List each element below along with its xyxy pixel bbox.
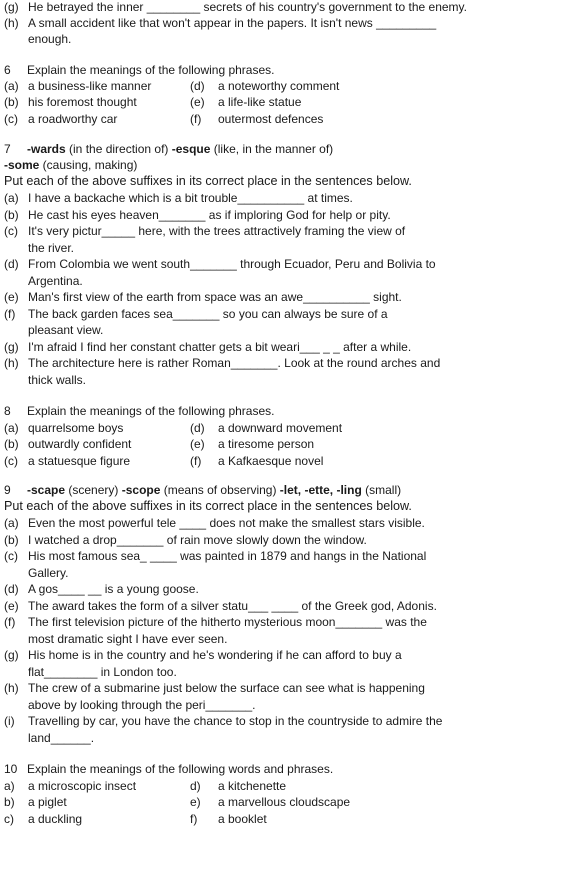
item-text: His home is in the country and he's wondering if he can afford to buy a bbox=[28, 648, 402, 662]
item-label: (c) bbox=[4, 549, 18, 563]
item-text: quarrelsome boys bbox=[28, 421, 124, 435]
item-text: Gallery. bbox=[28, 565, 69, 580]
item-text: enough. bbox=[28, 32, 72, 46]
item-text: It's very pictur_____ here, with the trees attractively framing the view of bbox=[28, 224, 406, 238]
item-text: He cast his eyes heaven_______ as if imploring God for help or pity. bbox=[28, 207, 391, 222]
exercise-number: 7 bbox=[4, 142, 11, 156]
item-text: The first television picture of the hitherto mysterious moon_______ was the bbox=[28, 615, 427, 629]
item-text: a tiresome person bbox=[218, 437, 315, 451]
suffix-label: -wards bbox=[27, 142, 66, 156]
exercise-number: 8 bbox=[4, 404, 11, 418]
suffix-meaning: (small) bbox=[361, 483, 402, 497]
item-label: (b) bbox=[4, 95, 19, 109]
suffix-label: -some bbox=[4, 158, 40, 172]
item-text: The award takes the form of a silver statu___ ____ of the Greek god, Adonis. bbox=[28, 598, 437, 613]
item-text: a kitchenette bbox=[218, 779, 287, 793]
exercise-number: 9 bbox=[4, 483, 11, 497]
item-text: a booklet bbox=[218, 812, 267, 826]
item-text: The crew of a submarine just below the surface can see what is happening bbox=[28, 681, 425, 695]
exercise-title: Explain the meanings of the following phrases. bbox=[27, 404, 275, 418]
item-label: (h) bbox=[4, 681, 19, 695]
item-label: (g) bbox=[4, 0, 19, 14]
item-label: d) bbox=[190, 779, 201, 793]
item-text: A small accident like that won't appear in the papers. It isn't news _________ bbox=[28, 16, 437, 30]
item-label: (d) bbox=[4, 582, 19, 596]
item-text: From Colombia we went south_______ through Ecuador, Peru and Bolivia to bbox=[28, 257, 436, 271]
item-text: a piglet bbox=[28, 795, 67, 809]
item-label: (f) bbox=[190, 112, 202, 126]
item-text: His most famous sea_ ____ was painted in 1879 and hangs in the National bbox=[28, 549, 427, 563]
suffix-label: -scape bbox=[27, 483, 66, 497]
item-text: a marvellous cloudscape bbox=[218, 795, 351, 809]
item-text: a downward movement bbox=[218, 421, 343, 435]
item-text: I watched a drop_______ of rain move slowly down the window. bbox=[28, 532, 367, 547]
suffix-meaning: (means of observing) bbox=[160, 483, 280, 497]
item-text: above by looking through the peri_______. bbox=[28, 697, 256, 712]
item-label: (a) bbox=[4, 79, 19, 93]
item-label: (b) bbox=[4, 437, 19, 451]
item-text: thick walls. bbox=[28, 372, 87, 387]
item-text: a Kafkaesque novel bbox=[218, 454, 324, 468]
item-text: the river. bbox=[28, 240, 75, 255]
item-label: e) bbox=[190, 795, 201, 809]
item-label: (b) bbox=[4, 532, 19, 547]
item-text: I have a backache which is a bit trouble__________ at times. bbox=[28, 191, 353, 205]
instruction-text: Put each of the above suffixes in its correct place in the sentences below. bbox=[4, 174, 412, 188]
item-label: (d) bbox=[190, 421, 205, 435]
item-text: He betrayed the inner ________ secrets of his country's government to the enemy. bbox=[28, 0, 467, 14]
exercise-number: 10 bbox=[4, 762, 18, 776]
item-label: (g) bbox=[4, 339, 19, 354]
item-label: (a) bbox=[4, 421, 19, 435]
item-text: Even the most powerful tele ____ does not make the smallest stars visible. bbox=[28, 516, 425, 530]
item-label: (c) bbox=[4, 454, 18, 468]
item-text: a life-like statue bbox=[218, 95, 302, 109]
item-text: his foremost thought bbox=[28, 95, 137, 109]
item-label: (e) bbox=[4, 290, 19, 304]
item-label: (e) bbox=[190, 95, 205, 109]
suffix-meaning: (in the direction of) bbox=[65, 142, 172, 156]
item-label: (d) bbox=[4, 257, 19, 271]
item-label: (a) bbox=[4, 516, 19, 530]
item-label: (c) bbox=[4, 224, 18, 238]
exercise-number: 6 bbox=[4, 63, 11, 77]
item-label: f) bbox=[190, 812, 198, 826]
item-text: The back garden faces sea_______ so you can always be sure of a bbox=[28, 306, 388, 321]
item-label: (g) bbox=[4, 648, 19, 662]
instruction-text: Put each of the above suffixes in its correct place in the sentences below. bbox=[4, 499, 412, 513]
item-label: (a) bbox=[4, 191, 19, 205]
item-text: a roadworthy car bbox=[28, 112, 118, 126]
item-label: b) bbox=[4, 795, 15, 809]
suffix-label: -let, -ette, -ling bbox=[279, 483, 362, 497]
item-text: A gos____ __ is a young goose. bbox=[28, 582, 199, 596]
suffix-meaning: (causing, making) bbox=[39, 158, 138, 172]
item-label: (h) bbox=[4, 356, 19, 370]
item-text: Man's first view of the earth from space was an awe__________ sight. bbox=[28, 290, 402, 304]
item-text: The architecture here is rather Roman_______. Look at the round arches and bbox=[28, 356, 441, 370]
item-text: a duckling bbox=[28, 812, 83, 826]
item-text: a statuesque figure bbox=[28, 454, 131, 468]
item-text: flat________ in London too. bbox=[28, 664, 177, 679]
exercise-title: Explain the meanings of the following phrases. bbox=[27, 63, 275, 77]
suffix-meaning: (like, in the manner of) bbox=[210, 142, 334, 156]
exercise-title: Explain the meanings of the following words and phrases. bbox=[27, 762, 334, 776]
item-label: (b) bbox=[4, 207, 19, 222]
item-label: (d) bbox=[190, 79, 205, 93]
item-label: (e) bbox=[4, 598, 19, 613]
item-text: Argentina. bbox=[28, 273, 83, 288]
suffix-label: -scope bbox=[121, 483, 161, 497]
suffix-label: -esque bbox=[171, 142, 211, 156]
item-label: (f) bbox=[190, 454, 202, 468]
item-text: a microscopic insect bbox=[28, 779, 137, 793]
item-text: a noteworthy comment bbox=[218, 79, 340, 93]
item-text: outwardly confident bbox=[28, 437, 132, 451]
item-text: most dramatic sight I have ever seen. bbox=[28, 631, 228, 646]
item-label: (h) bbox=[4, 16, 19, 30]
item-label: c) bbox=[4, 812, 14, 826]
item-text: pleasant view. bbox=[28, 323, 104, 337]
item-label: (i) bbox=[4, 714, 15, 728]
suffix-meaning: (scenery) bbox=[65, 483, 122, 497]
item-label: (f) bbox=[4, 615, 16, 629]
item-label: a) bbox=[4, 779, 15, 793]
item-text: land______. bbox=[28, 730, 95, 745]
item-text: a business-like manner bbox=[28, 79, 152, 93]
item-text: I'm afraid I find her constant chatter gets a bit weari___ _ _ after a while. bbox=[28, 339, 412, 354]
item-label: (c) bbox=[4, 112, 18, 126]
item-text: outermost defences bbox=[218, 112, 324, 126]
item-label: (f) bbox=[4, 306, 16, 321]
item-label: (e) bbox=[190, 437, 205, 451]
item-text: Travelling by car, you have the chance to stop in the countryside to admire the bbox=[28, 714, 443, 728]
